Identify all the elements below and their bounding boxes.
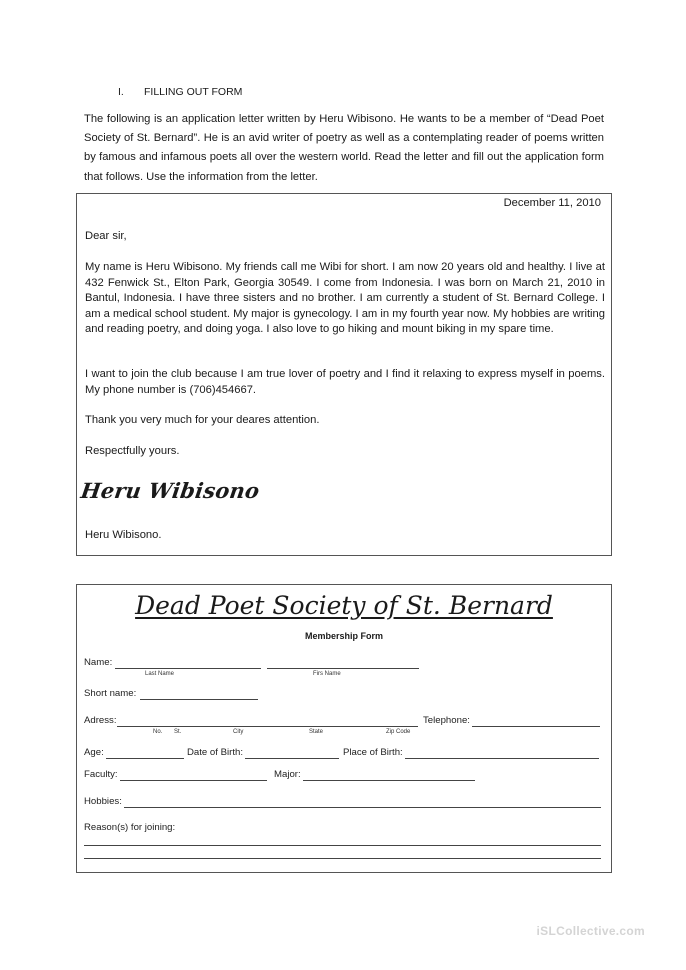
short-name-label: Short name: (84, 688, 137, 699)
hobbies-field[interactable] (124, 807, 601, 808)
letter-paragraph-2: I want to join the club because I am true lover of poetry and I find it relaxing to express myself in poems. My phone number is (706)454667. (85, 368, 605, 396)
first-name-caption: Firs Name (313, 671, 341, 677)
address-field[interactable] (117, 726, 418, 727)
section-heading (118, 86, 242, 98)
reasons-label: Reason(s) for joining: (84, 822, 176, 833)
letter-signed-name: Heru Wibisono. (85, 529, 162, 541)
telephone-field[interactable] (472, 726, 600, 727)
letter-closing: Respectfully yours. (85, 445, 180, 457)
last-name-field[interactable] (115, 668, 261, 669)
letter-paragraph-1: My name is Heru Wibisono. My friends call me Wibi for short. I am now 20 years old and healthy. I live at 432 Fenwick St., Elton Park, Georgia 30549. I come from Indonesia. I was born on March 21, 2010 in Bantul, Indonesia. I have three sisters and no brother. I am currently a student of St. Bernard College. I am a medical school student. My major is gynecology. I am in my fourth year now. My hobbies are writing and reading poetry, and doing yoga. I also love to go hiking and mount biking in my spare time. (85, 261, 605, 335)
no-caption: No. (153, 729, 163, 735)
form-title: Dead Poet Society of St. Bernard (135, 591, 553, 620)
age-label: Age: (84, 747, 104, 758)
faculty-label: Faculty: (84, 769, 118, 780)
intro-paragraph: The following is an application letter written by Heru Wibisono. He wants to be a member of “Dead Poet Society of St. Bernard”. He is an avid writer of poetry as well as a contemplating reader of poems written by famous and infamous poets all over the western world. Read the letter and fill out the application form that follows. Use the information from the letter. (84, 113, 604, 183)
section-number: I. (118, 86, 124, 98)
last-name-caption: Last Name (145, 671, 175, 677)
letter-greeting: Dear sir, (85, 230, 127, 242)
zip-caption: Zip Code (386, 729, 411, 735)
faculty-field[interactable] (120, 780, 267, 781)
place-of-birth-label: Place of Birth: (343, 747, 403, 758)
address-label: Adress: (84, 715, 117, 726)
st-caption: St. (174, 729, 182, 735)
major-label: Major: (274, 769, 301, 780)
short-name-field[interactable] (140, 699, 258, 700)
major-field[interactable] (303, 780, 475, 781)
letter-thanks: Thank you very much for your deares attention. (85, 414, 320, 426)
date-of-birth-field[interactable] (245, 758, 339, 759)
date-of-birth-label: Date of Birth: (187, 747, 243, 758)
city-caption: City (233, 729, 244, 735)
letter-date: December 11, 2010 (503, 197, 601, 209)
form-subtitle: Membership Form (304, 631, 383, 641)
reasons-line-1[interactable] (84, 845, 601, 846)
membership-form (76, 584, 612, 873)
section-title: FILLING OUT FORM (144, 86, 243, 98)
reasons-line-2[interactable] (84, 858, 601, 859)
letter-box (76, 193, 612, 556)
signature: Heru Wibisono (79, 478, 262, 503)
place-of-birth-field[interactable] (405, 758, 599, 759)
watermark: iSLCollective.com (536, 924, 645, 938)
name-label: Name: (84, 657, 113, 668)
telephone-label: Telephone: (423, 715, 470, 726)
state-caption: State (309, 729, 324, 735)
hobbies-label: Hobbies: (84, 796, 122, 807)
first-name-field[interactable] (267, 668, 419, 669)
age-field[interactable] (106, 758, 184, 759)
